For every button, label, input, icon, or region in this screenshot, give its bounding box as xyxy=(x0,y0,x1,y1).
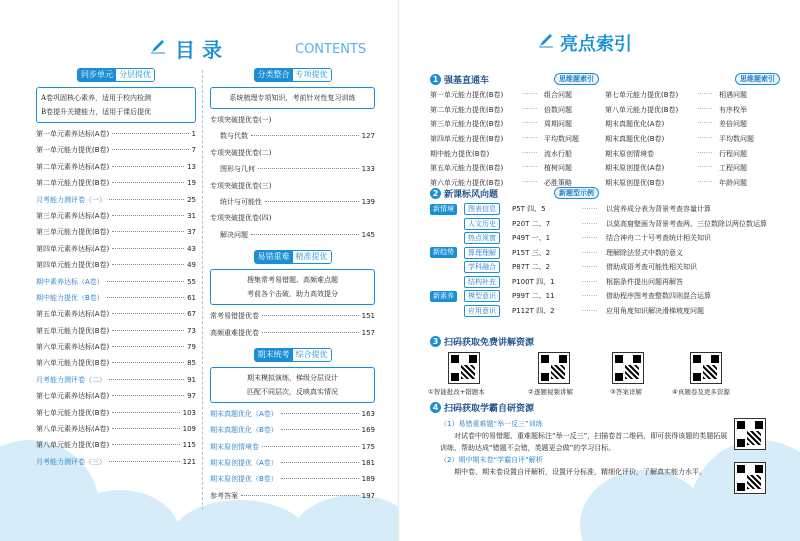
page-number: 67 xyxy=(187,310,196,319)
toc-row[interactable] xyxy=(36,277,196,293)
page-number: 91 xyxy=(187,375,196,384)
dot-leader: ······· xyxy=(522,163,538,172)
toc-title: 专项突破提优卷(三) xyxy=(210,181,272,190)
dot-leader xyxy=(112,264,184,265)
page-number: 163 xyxy=(361,409,375,418)
page-title-en: CONTENTS xyxy=(295,42,367,57)
toc-title: 专项突破提优卷(二) xyxy=(210,148,272,157)
toc-row[interactable] xyxy=(36,326,196,342)
dot-leader: ······· xyxy=(697,148,713,157)
index-row xyxy=(430,146,780,161)
toc-row[interactable] xyxy=(36,260,196,276)
page-title: 目 录 xyxy=(175,38,222,62)
toc-title: 常考易错提优卷 xyxy=(210,312,259,321)
pencil-icon xyxy=(150,38,166,54)
page-number: 133 xyxy=(361,165,375,174)
question-source: P20T 二、7 xyxy=(512,219,551,228)
toc-row[interactable] xyxy=(36,391,196,407)
index-row xyxy=(430,304,780,319)
index-topic: 工程问题 xyxy=(719,164,747,173)
index-topic: 平均数问题 xyxy=(719,135,754,144)
toc-title: 高频重难提优卷 xyxy=(210,328,259,337)
dot-leader xyxy=(112,362,184,363)
toc-row[interactable] xyxy=(210,197,375,213)
page-number: 189 xyxy=(361,475,375,484)
question-source: P99T 二、11 xyxy=(512,292,555,301)
index-row xyxy=(430,260,780,275)
page-number: 175 xyxy=(361,442,375,451)
index-source: 第一单元能力提优(B卷) xyxy=(430,91,504,100)
toc-row[interactable] xyxy=(36,211,196,227)
section-title: 扫码获取免费讲解资源 xyxy=(444,337,535,348)
dot-leader xyxy=(262,332,359,333)
section-new-standard xyxy=(430,186,780,318)
dot-leader: ······· xyxy=(522,119,538,128)
dot-leader xyxy=(109,461,180,462)
dot-leader xyxy=(112,166,184,167)
section-pill: 新题型示例 xyxy=(554,187,599,199)
toc-row[interactable] xyxy=(210,425,375,441)
section-intro: 系统梳理专项知识，考前针对性复习训练 xyxy=(210,87,375,109)
question-description: 结合神舟二十号考查统计相关知识 xyxy=(606,234,711,243)
index-source: 第七单元能力提优(B卷) xyxy=(605,91,679,100)
index-list xyxy=(430,202,780,318)
index-row xyxy=(430,88,780,103)
toc-title: 第五单元素养达标(A卷) xyxy=(36,310,110,319)
toc-title: 专项突破提优卷(一) xyxy=(210,116,272,124)
dot-leader xyxy=(262,315,359,316)
dot-leader: ······· xyxy=(582,292,598,301)
toc-title: 第四单元能力提优(B卷) xyxy=(36,261,110,270)
page-number: 37 xyxy=(187,228,196,237)
index-topic: 植树问题 xyxy=(544,164,572,173)
page-number: 49 xyxy=(187,261,196,270)
index-topic: 有序枚举 xyxy=(719,105,747,114)
index-topic: 倍数问题 xyxy=(544,105,572,114)
index-source: 第四单元能力提优(B卷) xyxy=(430,135,504,144)
toc-column-2 xyxy=(210,68,375,507)
toc-row[interactable] xyxy=(210,328,375,344)
question-source: P112T 四、2 xyxy=(512,306,555,315)
toc-list xyxy=(210,409,375,507)
dot-leader xyxy=(112,215,184,216)
page-number: 61 xyxy=(187,293,196,302)
section-intro: A卷巩固核心素养，适用于校内检测 B卷提升关键能力，适用于课后提优 xyxy=(36,87,196,123)
section-pill: 思维题索引 xyxy=(735,73,780,85)
page-number: 169 xyxy=(361,426,375,435)
toc-title: 第六单元素养达标(A卷) xyxy=(36,343,110,352)
qr-label: ②逐题视频讲解 xyxy=(528,388,573,396)
question-description: 应用角度知识解决滑梯坡度问题 xyxy=(606,306,704,315)
subcategory-badge: 图表信息 xyxy=(464,203,500,215)
index-source: 期末原创提优(B卷) xyxy=(605,178,665,187)
toc-title: 统计与可能性 xyxy=(220,197,262,206)
dot-leader xyxy=(112,330,184,331)
toc-row[interactable] xyxy=(210,115,375,131)
index-topic: 差倍问题 xyxy=(719,120,747,129)
toc-row[interactable] xyxy=(36,342,196,358)
index-source: 期末真题优化(B卷) xyxy=(605,135,665,144)
dot-leader: ······· xyxy=(582,248,598,257)
dot-leader xyxy=(109,379,184,380)
dot-leader xyxy=(109,199,184,200)
dot-leader: ······· xyxy=(697,134,713,143)
page-number: 97 xyxy=(187,392,196,401)
index-row xyxy=(430,132,780,147)
toc-title: 月考能力测评卷（二） xyxy=(36,375,106,384)
pencil-icon xyxy=(538,32,554,48)
question-description: 借助程序图考查整数四则混合运算 xyxy=(606,292,711,301)
section-tag: 期末统考 综合提优 xyxy=(254,348,332,362)
toc-title: 数与代数 xyxy=(220,132,248,141)
dot-leader: ······· xyxy=(697,104,713,113)
toc-title: 图形与几何 xyxy=(220,165,255,174)
page-number: 31 xyxy=(187,211,196,220)
toc-row[interactable] xyxy=(210,491,375,507)
index-source: 期末原创情境卷 xyxy=(605,149,654,158)
dot-leader: ······· xyxy=(697,90,713,99)
toc-title: 第四单元素养达标(A卷) xyxy=(36,244,110,253)
section-self-resources xyxy=(430,400,780,478)
dot-leader xyxy=(262,446,359,447)
qr-code[interactable] xyxy=(734,462,766,494)
question-description: 根据条件提出问题再解答 xyxy=(606,277,683,286)
question-source: P100T 四、1 xyxy=(512,277,555,286)
section-strong-basics xyxy=(430,72,780,190)
page-number: 139 xyxy=(361,197,375,206)
category-badge: 新趋势 xyxy=(430,247,457,258)
toc-row[interactable] xyxy=(36,424,196,440)
page-number: 85 xyxy=(187,359,196,368)
index-topic: 行程问题 xyxy=(719,149,747,158)
index-row xyxy=(430,231,780,246)
qr-label: ③答案详解 xyxy=(610,388,642,396)
qr-label: ①智能批改+错题本 xyxy=(428,388,485,396)
dot-leader xyxy=(112,346,184,347)
dot-leader: ······· xyxy=(697,163,713,172)
toc-title: 期中能力提优（B卷） xyxy=(36,293,104,302)
section-free-resources xyxy=(430,334,780,348)
resource-item-text: 期中卷、期末卷设置自评解析，设置评分标准，精细化评价，了解真实能力水平。 xyxy=(454,468,706,476)
toc-title: 月考能力测评卷（一） xyxy=(36,195,106,204)
page-title: 亮点索引 xyxy=(560,34,632,55)
qr-code[interactable] xyxy=(538,352,570,384)
toc-row[interactable] xyxy=(36,309,196,325)
subcategory-badge: 结构补充 xyxy=(464,276,500,288)
index-topic: 必胜策略 xyxy=(544,178,572,187)
page-number: 145 xyxy=(361,230,375,239)
index-list xyxy=(430,88,780,190)
dot-leader xyxy=(112,428,179,429)
toc-row[interactable] xyxy=(36,129,196,145)
dot-leader: ······· xyxy=(697,119,713,128)
toc-title: 第八单元能力提优(B卷) xyxy=(36,441,110,450)
dot-leader xyxy=(112,313,184,314)
section-title: 扫码获取学霸自研资源 xyxy=(444,403,535,414)
question-description: 借助成语考查可能性相关知识 xyxy=(606,263,697,272)
toc-row[interactable] xyxy=(36,358,196,374)
toc-title: 第五单元能力提优(B卷) xyxy=(36,326,110,335)
section-tag: 易错重难 精准提优 xyxy=(254,250,332,264)
toc-row[interactable] xyxy=(36,375,196,391)
resource-description xyxy=(430,418,730,478)
toc-row[interactable] xyxy=(210,213,375,229)
subcategory-badge: 算理理解 xyxy=(464,247,500,259)
toc-row[interactable] xyxy=(210,442,375,458)
toc-list xyxy=(210,311,375,344)
qr-code[interactable] xyxy=(448,352,480,384)
resource-item-title: （1）易错重难题“举一反三”训练 xyxy=(440,420,543,428)
dot-leader: ······· xyxy=(522,148,538,157)
dot-leader: ······· xyxy=(522,104,538,113)
toc-title: 第一单元素养达标(A卷) xyxy=(36,130,110,138)
toc-title: 第六单元能力提优(B卷) xyxy=(36,359,110,368)
dot-leader xyxy=(112,444,179,445)
qr-code[interactable] xyxy=(690,352,722,384)
index-source: 第八单元能力提优(B卷) xyxy=(605,105,679,114)
dot-leader xyxy=(107,281,184,282)
page-number: 109 xyxy=(182,425,196,434)
column-divider xyxy=(202,70,203,510)
index-topic: 流水行船 xyxy=(544,149,572,158)
section-title: 强基直通车 xyxy=(444,75,490,86)
toc-row[interactable] xyxy=(36,162,196,178)
section-number: 4 xyxy=(430,402,441,413)
subcategory-badge: 模型意识 xyxy=(464,290,500,302)
dot-leader xyxy=(112,412,179,413)
section-pill: 思维题索引 xyxy=(554,73,599,85)
section-number: 2 xyxy=(430,188,441,199)
resource-item-text: 对试卷中的易错题、重难题标注“举一反三”，扫描卷首二维码，即可获得该题的类题拓展训练，帮助达成“错题不会错，类题更会做”的学习目标。 xyxy=(440,432,728,452)
index-row xyxy=(430,217,780,232)
toc-row[interactable] xyxy=(210,311,375,327)
question-description: 以营养成分表为背景考查容量计算 xyxy=(606,205,711,214)
section-tag: 同步单元 分层提优 xyxy=(77,68,155,82)
dot-leader: ······· xyxy=(582,219,598,228)
index-row xyxy=(430,246,780,261)
dot-leader: ······· xyxy=(582,205,598,214)
dot-leader xyxy=(112,395,184,396)
page-number: 127 xyxy=(361,132,375,141)
toc-row[interactable] xyxy=(210,164,375,180)
toc-title: 第二单元能力提优(B卷) xyxy=(36,179,110,188)
page-number: 79 xyxy=(187,343,196,352)
toc-title: 第七单元能力提优(B卷) xyxy=(36,408,110,417)
dot-leader xyxy=(265,201,359,202)
index-row xyxy=(430,275,780,290)
index-source: 期末原创提优(A卷) xyxy=(605,164,665,173)
dot-leader: ······· xyxy=(522,134,538,143)
toc-title: 期末真题优化（A卷） xyxy=(210,409,278,418)
right-page xyxy=(400,0,800,541)
question-source: P15T 三、2 xyxy=(512,248,551,257)
toc-row[interactable] xyxy=(36,457,196,473)
dot-leader xyxy=(112,248,184,249)
subcategory-badge: 应用意识 xyxy=(464,305,500,317)
dot-leader xyxy=(281,429,359,430)
toc-row[interactable] xyxy=(36,178,196,194)
toc-row[interactable] xyxy=(210,181,375,197)
toc-row[interactable] xyxy=(210,148,375,164)
category-badge: 新素养 xyxy=(430,291,457,302)
section-number: 1 xyxy=(430,74,441,85)
toc-title: 期末原创情境卷 xyxy=(210,442,259,451)
toc-title: 第七单元素养达标(A卷) xyxy=(36,392,110,401)
toc-title: 第三单元能力提优(B卷) xyxy=(36,228,110,237)
dot-leader: ······· xyxy=(582,277,598,286)
dot-leader xyxy=(251,234,359,235)
toc-row[interactable] xyxy=(36,293,196,309)
question-description: 理解除法竖式中数的意义 xyxy=(606,248,683,257)
dot-leader: ······· xyxy=(697,177,713,186)
index-source: 期中能力提优(B卷) xyxy=(430,149,490,158)
toc-title: 专项突破提优卷(四) xyxy=(210,214,272,223)
qr-code[interactable] xyxy=(734,418,766,450)
index-topic: 组合问题 xyxy=(544,91,572,100)
dot-leader: ······· xyxy=(522,90,538,99)
index-source: 第二单元能力提优(B卷) xyxy=(430,105,504,114)
page-number: 55 xyxy=(187,277,196,286)
section-title: 新课标风向题 xyxy=(444,189,499,200)
toc-list xyxy=(36,129,196,473)
toc-column-1 xyxy=(36,68,196,473)
toc-row[interactable] xyxy=(36,195,196,211)
section-number: 3 xyxy=(430,336,441,347)
page-number: 103 xyxy=(182,408,196,417)
qr-label: ④真题卷及更多资源 xyxy=(672,388,730,396)
dot-leader xyxy=(112,133,188,134)
toc-title: 期末真题优化（B卷） xyxy=(210,426,278,435)
dot-leader xyxy=(107,297,184,298)
index-row xyxy=(430,202,780,217)
toc-title: 第八单元素养达标(A卷) xyxy=(36,425,110,434)
page-number: 13 xyxy=(187,162,196,171)
toc-title: 期中素养达标（A卷） xyxy=(36,277,104,286)
toc-row[interactable] xyxy=(36,408,196,424)
toc-row[interactable] xyxy=(210,131,375,147)
page-number: 7 xyxy=(191,146,196,155)
toc-row[interactable] xyxy=(36,145,196,161)
dot-leader xyxy=(112,149,188,150)
toc-row[interactable] xyxy=(210,409,375,425)
toc-title: 第三单元素养达标(A卷) xyxy=(36,211,110,220)
toc-row[interactable] xyxy=(210,230,375,246)
index-source: 第三单元能力提优(B卷) xyxy=(430,120,504,129)
index-row xyxy=(430,161,780,176)
question-source: P49T 一、1 xyxy=(512,234,551,243)
toc-row[interactable] xyxy=(36,227,196,243)
toc-list xyxy=(210,115,375,246)
question-source: P5T 四、5 xyxy=(512,205,546,214)
section-tag: 分类整合 专项提优 xyxy=(254,68,332,82)
index-row xyxy=(430,289,780,304)
dot-leader xyxy=(281,478,359,479)
question-description: 以莫高窟壁画为背景考查两、三位数除以两位数运算 xyxy=(606,219,767,228)
dot-leader: ······· xyxy=(582,234,598,243)
toc-row[interactable] xyxy=(36,244,196,260)
index-row xyxy=(430,103,780,118)
resource-item-title: （2）期中期末卷“学霸自评”解析 xyxy=(440,456,543,464)
page-number: 151 xyxy=(361,312,375,321)
section-intro: 搜集常考易错题、高频难点题 考前各个击破，助力高效提分 xyxy=(210,269,375,305)
dot-leader xyxy=(241,495,359,496)
toc-row[interactable] xyxy=(210,458,375,474)
toc-title: 月考能力测评卷（三） xyxy=(36,457,106,466)
page-number: 19 xyxy=(187,179,196,188)
index-topic: 年龄问题 xyxy=(719,178,747,187)
page-number: 1 xyxy=(191,130,196,138)
dot-leader xyxy=(258,168,359,169)
toc-title: 参考答案 xyxy=(210,491,238,500)
dot-leader xyxy=(281,413,359,414)
subcategory-badge: 人文历史 xyxy=(464,218,500,230)
page-number: 25 xyxy=(187,195,196,204)
index-source: 期末真题优化(A卷) xyxy=(605,120,665,129)
toc-title: 解决问题 xyxy=(220,230,248,239)
toc-title: 期末原创提优（B卷） xyxy=(210,475,278,484)
subcategory-badge: 学科融合 xyxy=(464,261,500,273)
qr-code[interactable] xyxy=(612,352,644,384)
toc-title: 第一单元能力提优(B卷) xyxy=(36,146,110,155)
dot-leader: ······· xyxy=(582,263,598,272)
page-number: 115 xyxy=(182,441,196,450)
dot-leader xyxy=(112,231,184,232)
subcategory-badge: 热点视窗 xyxy=(464,232,500,244)
dot-leader xyxy=(112,182,184,183)
dot-leader xyxy=(281,462,359,463)
toc-row[interactable] xyxy=(210,474,375,490)
index-row xyxy=(430,117,780,132)
dot-leader: ······· xyxy=(582,306,598,315)
toc-title: 第二单元素养达标(A卷) xyxy=(36,162,110,171)
dot-leader xyxy=(251,135,359,136)
category-badge: 新情境 xyxy=(430,204,457,215)
page-number: 73 xyxy=(187,326,196,335)
question-source: P87T 二、2 xyxy=(512,263,551,272)
page-number: 43 xyxy=(187,244,196,253)
index-topic: 相遇问题 xyxy=(719,91,747,100)
index-source: 第六单元能力提优(B卷) xyxy=(430,178,504,187)
page-number: 157 xyxy=(361,328,375,337)
page-number: 197 xyxy=(361,491,375,500)
dot-leader: ······· xyxy=(522,177,538,186)
toc-title: 期末原创提优（A卷） xyxy=(210,459,278,468)
index-source: 第五单元能力提优(B卷) xyxy=(430,164,504,173)
index-topic: 周期问题 xyxy=(544,120,572,129)
index-topic: 平均数问题 xyxy=(544,135,579,144)
section-intro: 期末模拟演练，梯级分层设计 匹配不同层次，反映真实情况 xyxy=(210,367,375,403)
page-number: 121 xyxy=(182,457,196,466)
toc-row[interactable] xyxy=(36,440,196,456)
page-number: 181 xyxy=(361,459,375,468)
